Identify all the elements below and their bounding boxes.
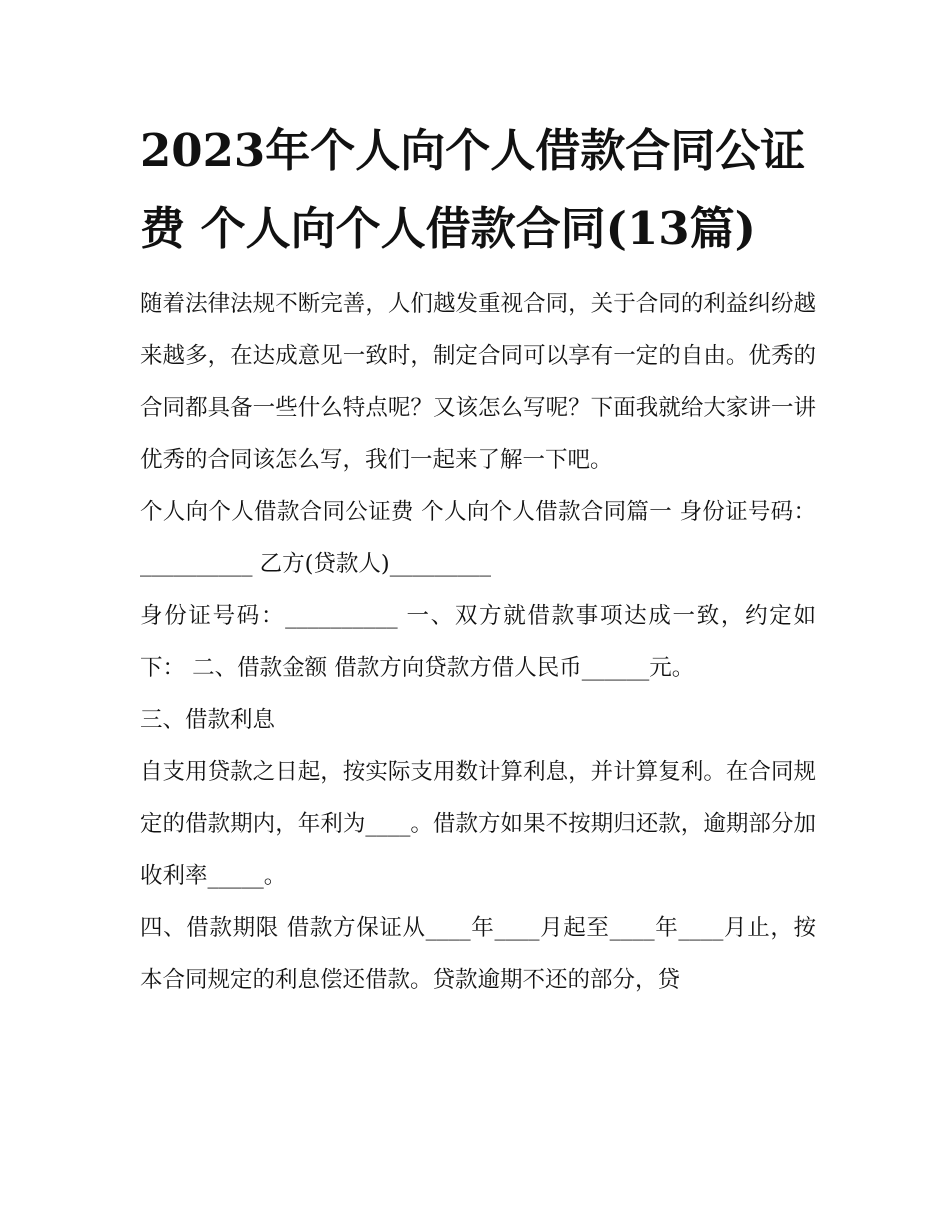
intro-paragraph: 随着法律法规不断完善，人们越发重视合同，关于合同的利益纠纷越来越多，在达成意见一致时，制定合同可以享有一定的自由。优秀的合同都具备一些什么特点呢？又该怎么写呢？下面我就给大家讲一讲优秀的合同该怎么写，我们一起来了解一下吧。 (140, 291, 816, 473)
id-number-paragraph: 身份证号码：__________ 一、双方就借款事项达成一致，约定如下： 二、借款金额 借款方向贷款方借人民币______元。 (140, 603, 816, 681)
section-interest-heading: 三、借款利息 (140, 707, 276, 733)
interest-paragraph: 自支用贷款之日起，按实际支用数计算利息，并计算复利。在合同规定的借款期内，年利为____。借款方如果不按期归还款，逾期部分加收利率_____。 (140, 759, 816, 889)
term-paragraph: 四、借款期限 借款方保证从____年____月起至____年____月止，按本合同规定的利息偿还借款。贷款逾期不还的部分，贷 (140, 915, 816, 993)
document-page (140, 112, 816, 1006)
document-title: 2023年个人向个人借款合同公证费 个人向个人借款合同(13篇) (140, 124, 806, 255)
contract-heading-paragraph: 个人向个人借款合同公证费 个人向个人借款合同篇一 身份证号码：__________ 乙方(贷款人)_________ (140, 499, 816, 577)
